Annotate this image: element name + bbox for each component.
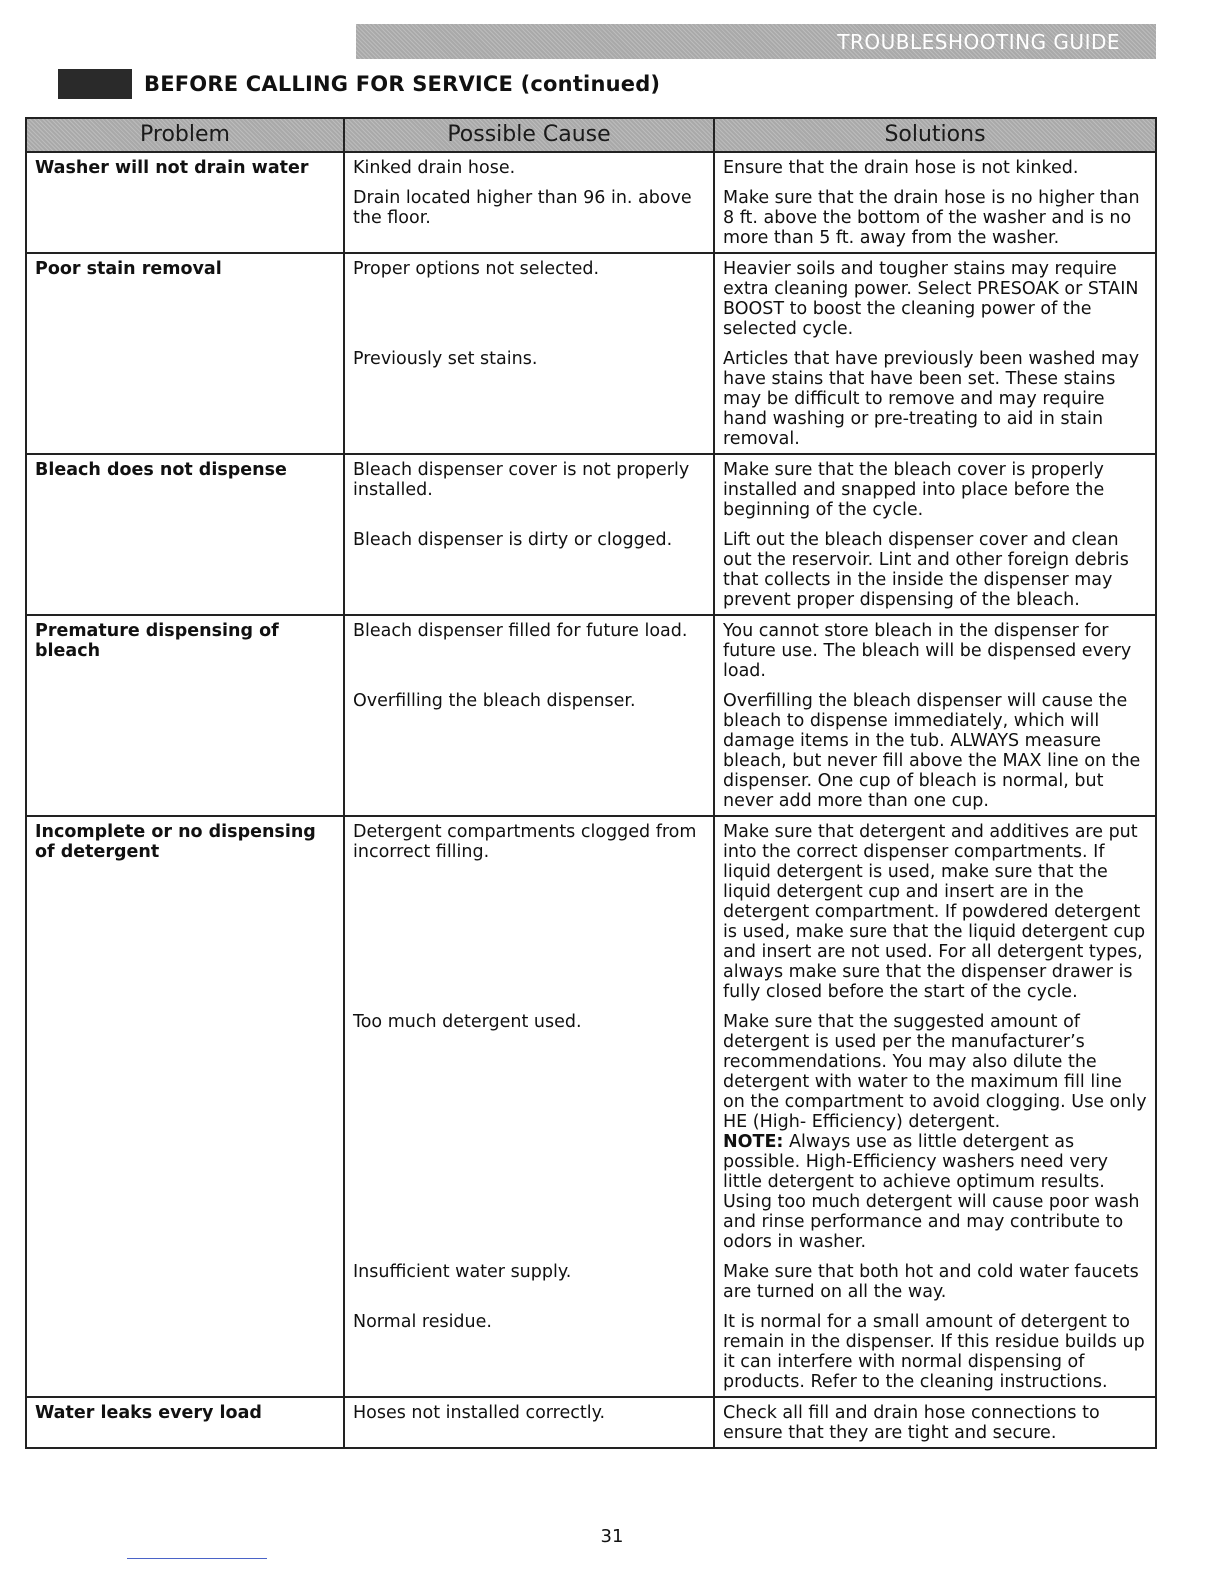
guide-title: TROUBLESHOOTING GUIDE xyxy=(837,29,1120,54)
solution-entry xyxy=(723,460,1147,520)
solution-entry xyxy=(723,1403,1147,1443)
cause-text: Kinked drain hose. xyxy=(353,158,516,178)
table-body xyxy=(26,152,1156,1448)
solution-entry xyxy=(723,188,1147,248)
cause-cell xyxy=(344,615,714,816)
cause-text: Normal residue. xyxy=(353,1312,492,1332)
solution-text: Check all fill and drain hose connections to ensure that they are tight and secure. xyxy=(723,1403,1100,1443)
table-header-row xyxy=(26,118,1156,152)
section-title: BEFORE CALLING FOR SERVICE (continued) xyxy=(144,72,661,96)
table-row xyxy=(26,615,1156,816)
cause-text: Too much detergent used. xyxy=(353,1012,582,1032)
solution-text: Make sure that both hot and cold water faucets are turned on all the way. xyxy=(723,1262,1139,1302)
solution-text: Overfilling the bleach dispenser will cause the bleach to dispense immediately, which will damage items in the tub. ALWAYS measure bleach, but never fill above the MAX line on the dispenser. One cup of bleach is normal, but never add more than one cup. xyxy=(723,691,1141,811)
solution-cell xyxy=(714,816,1156,1397)
table-row xyxy=(26,253,1156,454)
solution-text: Make sure that the suggested amount of detergent is used per the manufacturer’s recommendations. You may also dilute the detergent with water to the maximum fill line on the compartment to avoid clogging. Use only HE (High- Efficiency) detergent. xyxy=(723,1012,1147,1132)
solution-entry xyxy=(723,530,1147,610)
page-number: 31 xyxy=(600,1526,624,1547)
table-row xyxy=(26,816,1156,1397)
solution-entry xyxy=(723,621,1147,681)
solution-text: Ensure that the drain hose is not kinked. xyxy=(723,158,1079,178)
column-header-problem: Problem xyxy=(26,118,344,152)
solution-text: Lift out the bleach dispenser cover and clean out the reservoir. Lint and other foreign debris that collects in the inside the dispenser may prevent proper dispensing of the bleach. xyxy=(723,530,1129,610)
solution-entry xyxy=(723,349,1147,449)
solution-text: Heavier soils and tougher stains may require extra cleaning power. Select PRESOAK or STAIN BOOST to boost the cleaning power of the selected cycle. xyxy=(723,259,1139,339)
table-row xyxy=(26,152,1156,253)
solution-cell xyxy=(714,253,1156,454)
cause-text: Bleach dispenser cover is not properly installed. xyxy=(353,460,690,500)
solution-entry xyxy=(723,1312,1147,1392)
cause-text: Insufficient water supply. xyxy=(353,1262,572,1282)
cause-text: Proper options not selected. xyxy=(353,259,600,279)
problem-cell: Poor stain removal xyxy=(26,253,344,454)
cause-cell xyxy=(344,1397,714,1448)
cause-cell xyxy=(344,152,714,253)
troubleshooting-table xyxy=(25,117,1157,1449)
solution-text: Articles that have previously been washed may have stains that have been set. These stains may be difficult to remove and may require hand washing or pre-treating to aid in stain removal. xyxy=(723,349,1140,449)
note-label: NOTE: xyxy=(723,1132,784,1152)
solution-entry xyxy=(723,822,1147,1002)
troubleshooting-guide-banner xyxy=(356,24,1156,59)
solution-text: It is normal for a small amount of detergent to remain in the dispenser. If this residue builds up it can interfere with normal dispensing of products. Refer to the cleaning instructions. xyxy=(723,1312,1145,1392)
cause-cell xyxy=(344,253,714,454)
column-header-solutions: Solutions xyxy=(714,118,1156,152)
cause-text: Drain located higher than 96 in. above the floor. xyxy=(353,188,692,228)
cause-text: Bleach dispenser is dirty or clogged. xyxy=(353,530,673,550)
footer-rule xyxy=(127,1558,267,1559)
solution-text: Make sure that the drain hose is no higher than 8 ft. above the bottom of the washer and is no more than 5 ft. away from the washer. xyxy=(723,188,1140,248)
column-header-possible-cause: Possible Cause xyxy=(344,118,714,152)
solution-entry xyxy=(723,1012,1147,1252)
cause-cell xyxy=(344,454,714,615)
section-marker xyxy=(58,69,132,99)
solution-entry xyxy=(723,259,1147,339)
table-row xyxy=(26,1397,1156,1448)
problem-cell: Incomplete or no dispensing of detergent xyxy=(26,816,344,1397)
solution-cell xyxy=(714,454,1156,615)
solution-cell xyxy=(714,1397,1156,1448)
cause-cell xyxy=(344,816,714,1397)
problem-cell: Washer will not drain water xyxy=(26,152,344,253)
solution-text: You cannot store bleach in the dispenser for future use. The bleach will be dispensed every load. xyxy=(723,621,1132,681)
problem-cell: Bleach does not dispense xyxy=(26,454,344,615)
cause-text: Bleach dispenser filled for future load. xyxy=(353,621,688,641)
solution-cell xyxy=(714,152,1156,253)
solution-entry xyxy=(723,1262,1147,1302)
table-row xyxy=(26,454,1156,615)
problem-cell: Premature dispensing of bleach xyxy=(26,615,344,816)
cause-text: Hoses not installed correctly. xyxy=(353,1403,606,1423)
problem-cell: Water leaks every load xyxy=(26,1397,344,1448)
solution-cell xyxy=(714,615,1156,816)
solution-entry xyxy=(723,158,1147,178)
solution-entry xyxy=(723,691,1147,811)
cause-text: Previously set stains. xyxy=(353,349,538,369)
solution-text: Make sure that the bleach cover is properly installed and snapped into place before the beginning of the cycle. xyxy=(723,460,1105,520)
cause-text: Overfilling the bleach dispenser. xyxy=(353,691,636,711)
note-text: Always use as little detergent as possible. High-Efficiency washers need very little detergent to achieve optimum results. Using too much detergent will cause poor wash and rinse performance and may contribute to odors in washer. xyxy=(723,1132,1140,1252)
solution-text: Make sure that detergent and additives are put into the correct dispenser compartments. If liquid detergent is used, make sure that the liquid detergent cup and insert are in the detergent compartment. If powdered detergent is used, make sure that the liquid detergent cup and insert are not used. For all detergent types, always make sure that the dispenser drawer is fully closed before the start of the cycle. xyxy=(723,822,1146,1002)
section-heading xyxy=(58,68,660,100)
cause-text: Detergent compartments clogged from incorrect filling. xyxy=(353,822,697,862)
